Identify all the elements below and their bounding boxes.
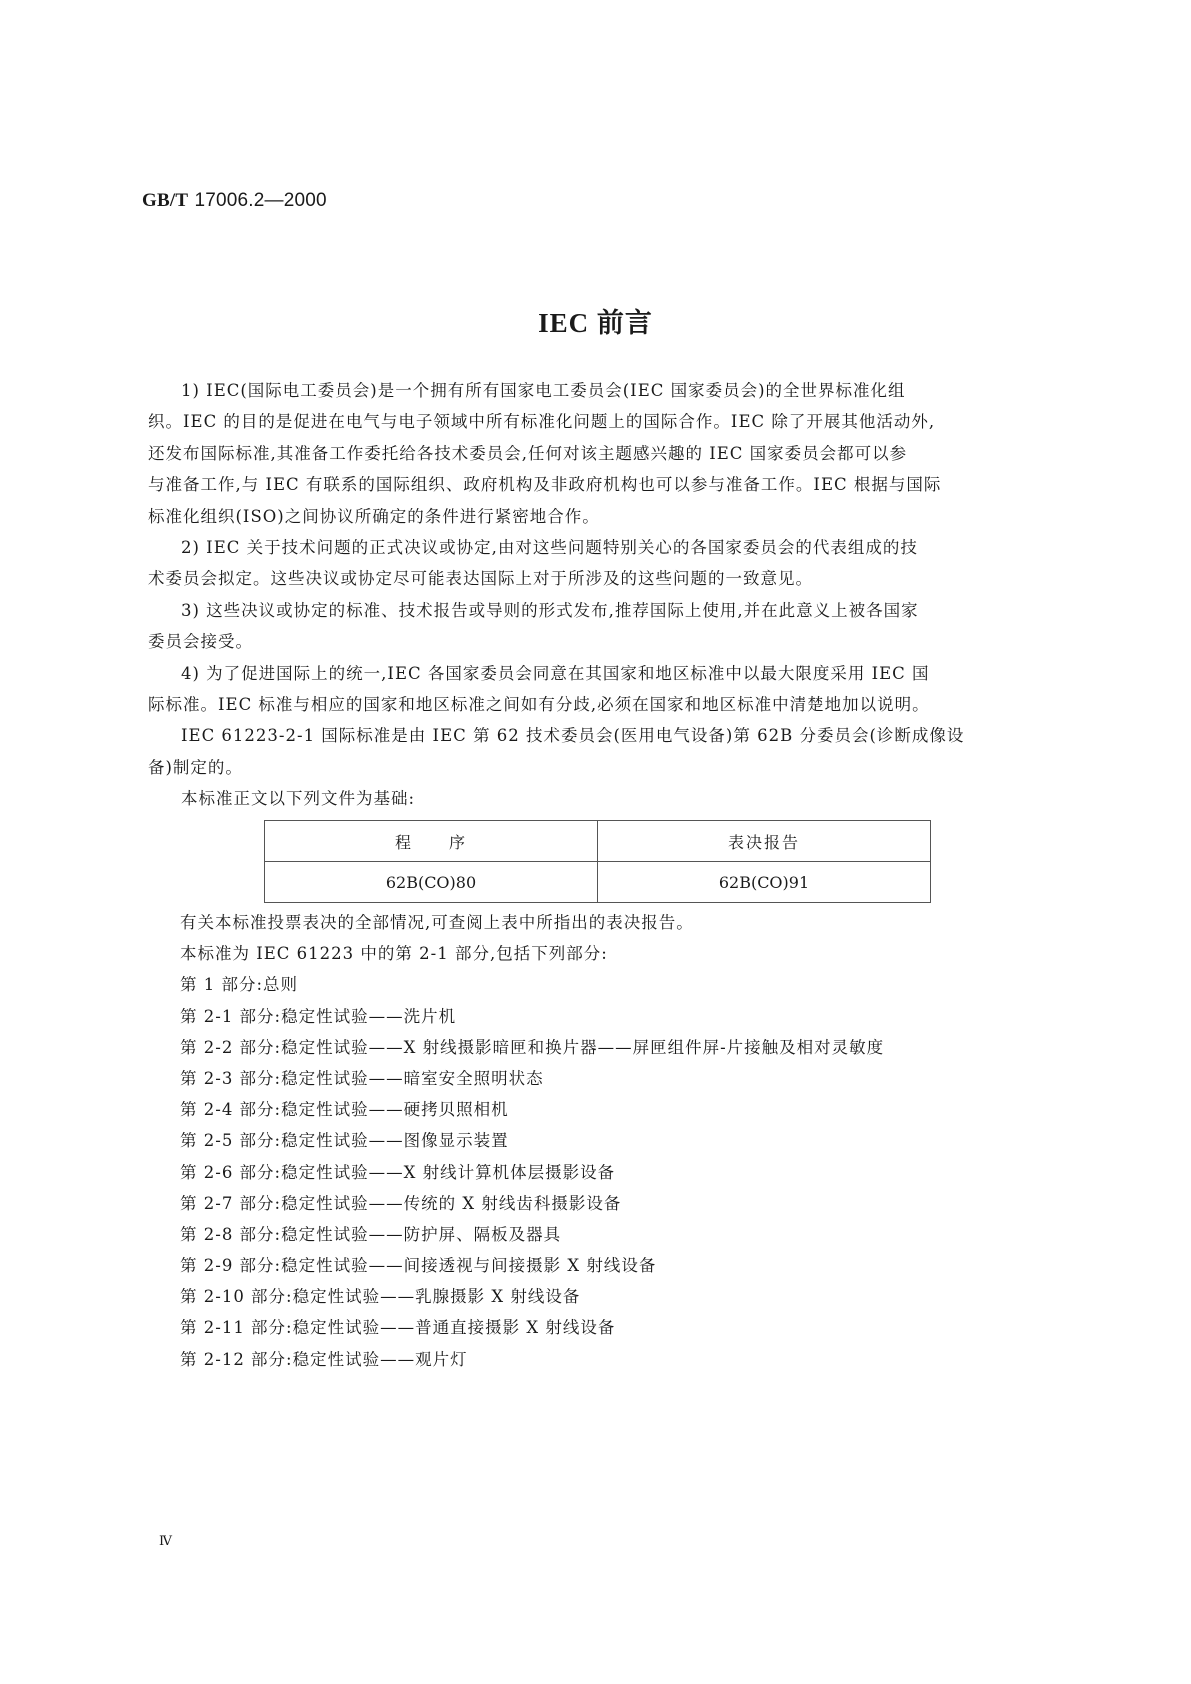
text-line: 备)制定的。 bbox=[148, 757, 243, 777]
table-header-row bbox=[265, 821, 931, 862]
text-line: 4) 为了促进国际上的统一,IEC 各国家委员会同意在其国家和地区标准中以最大限度采用 IEC 国 bbox=[181, 663, 930, 683]
text-line: 1) IEC(国际电工委员会)是一个拥有所有国家电工委员会(IEC 国家委员会)的全世界标准化组 bbox=[181, 381, 906, 400]
standard-number: 17006.2—2000 bbox=[194, 190, 327, 211]
table-row bbox=[265, 862, 931, 903]
text-line: 委员会接受。 bbox=[148, 632, 253, 652]
page-number: Ⅳ bbox=[159, 1533, 172, 1548]
table-cell: 62B(CO)91 bbox=[598, 862, 931, 903]
parts-section bbox=[180, 907, 1020, 1375]
paragraph-6 bbox=[148, 783, 994, 814]
paragraph-4 bbox=[148, 658, 994, 721]
text-line: 3) 这些决议或协定的标准、技术报告或导则的形式发布,推荐国际上使用,并在此意义上被各国家 bbox=[181, 600, 919, 620]
list-item: 第 2-12 部分:稳定性试验——观片灯 bbox=[180, 1349, 468, 1369]
parts-list bbox=[180, 969, 1020, 1374]
paragraph-1 bbox=[148, 375, 994, 532]
paragraph-5 bbox=[148, 720, 994, 783]
text-line: 与准备工作,与 IEC 有联系的国际组织、政府机构及非政府机构也可以参与准备工作。IEC 根据与国际 bbox=[148, 475, 942, 495]
list-item: 第 2-2 部分:稳定性试验——X 射线摄影暗匣和换片器——屏匣组件屏-片接触及相对灵敏度 bbox=[180, 1037, 885, 1057]
paragraph-3 bbox=[148, 595, 994, 658]
list-item: 第 2-6 部分:稳定性试验——X 射线计算机体层摄影设备 bbox=[180, 1162, 616, 1182]
text-line: 还发布国际标准,其准备工作委托给各技术委员会,任何对该主题感兴趣的 IEC 国家委员会都可以参 bbox=[148, 443, 908, 463]
list-item: 第 2-4 部分:稳定性试验——硬拷贝照相机 bbox=[180, 1100, 509, 1120]
text-line: 本标准为 IEC 61223 中的第 2-1 部分,包括下列部分: bbox=[180, 944, 608, 964]
list-item: 第 2-1 部分:稳定性试验——洗片机 bbox=[180, 1006, 457, 1026]
list-item: 第 2-9 部分:稳定性试验——间接透视与间接摄影 X 射线设备 bbox=[180, 1256, 657, 1276]
list-item: 第 2-10 部分:稳定性试验——乳腺摄影 X 射线设备 bbox=[180, 1287, 581, 1307]
text-line: 2) IEC 关于技术问题的正式决议或协定,由对这些问题特别关心的各国家委员会的代表组成的技 bbox=[181, 537, 918, 557]
standard-number-header bbox=[142, 188, 327, 213]
text-line: 标准化组织(ISO)之间协议所确定的条件进行紧密地合作。 bbox=[148, 506, 600, 526]
column-header-voting-report: 表决报告 bbox=[598, 821, 931, 862]
text-line: 术委员会拟定。这些决议或协定尽可能表达国际上对于所涉及的这些问题的一致意见。 bbox=[148, 569, 813, 589]
text-line: 有关本标准投票表决的全部情况,可查阅上表中所指出的表决报告。 bbox=[180, 913, 694, 932]
table-cell: 62B(CO)80 bbox=[265, 862, 598, 903]
text-line: 际标准。IEC 标准与相应的国家和地区标准之间如有分歧,必须在国家和地区标准中清楚地加以说明。 bbox=[148, 694, 930, 714]
standard-prefix: GB/T bbox=[142, 190, 189, 211]
text-line: 织。IEC 的目的是促进在电气与电子领域中所有标准化问题上的国际合作。IEC 除了开展其他活动外, bbox=[148, 412, 936, 432]
list-item: 第 2-7 部分:稳定性试验——传统的 X 射线齿科摄影设备 bbox=[180, 1193, 622, 1213]
text-line: IEC 61223-2-1 国际标准是由 IEC 第 62 技术委员会(医用电气设备)第 62B 分委员会(诊断成像设 bbox=[181, 726, 965, 746]
text-line: 本标准正文以下列文件为基础: bbox=[181, 789, 416, 809]
list-item: 第 2-5 部分:稳定性试验——图像显示装置 bbox=[180, 1131, 509, 1151]
list-item: 第 2-3 部分:稳定性试验——暗室安全照明状态 bbox=[180, 1068, 544, 1088]
voting-documents-table bbox=[264, 820, 931, 903]
foreword-body bbox=[148, 375, 994, 814]
list-item: 第 2-11 部分:稳定性试验——普通直接摄影 X 射线设备 bbox=[180, 1318, 616, 1338]
column-header-procedure: 程 序 bbox=[265, 821, 598, 862]
paragraph-2 bbox=[148, 532, 994, 595]
list-item: 第 2-8 部分:稳定性试验——防护屏、隔板及器具 bbox=[180, 1224, 562, 1244]
list-item: 第 1 部分:总则 bbox=[180, 975, 299, 995]
page-title: IEC 前言 bbox=[538, 308, 653, 338]
